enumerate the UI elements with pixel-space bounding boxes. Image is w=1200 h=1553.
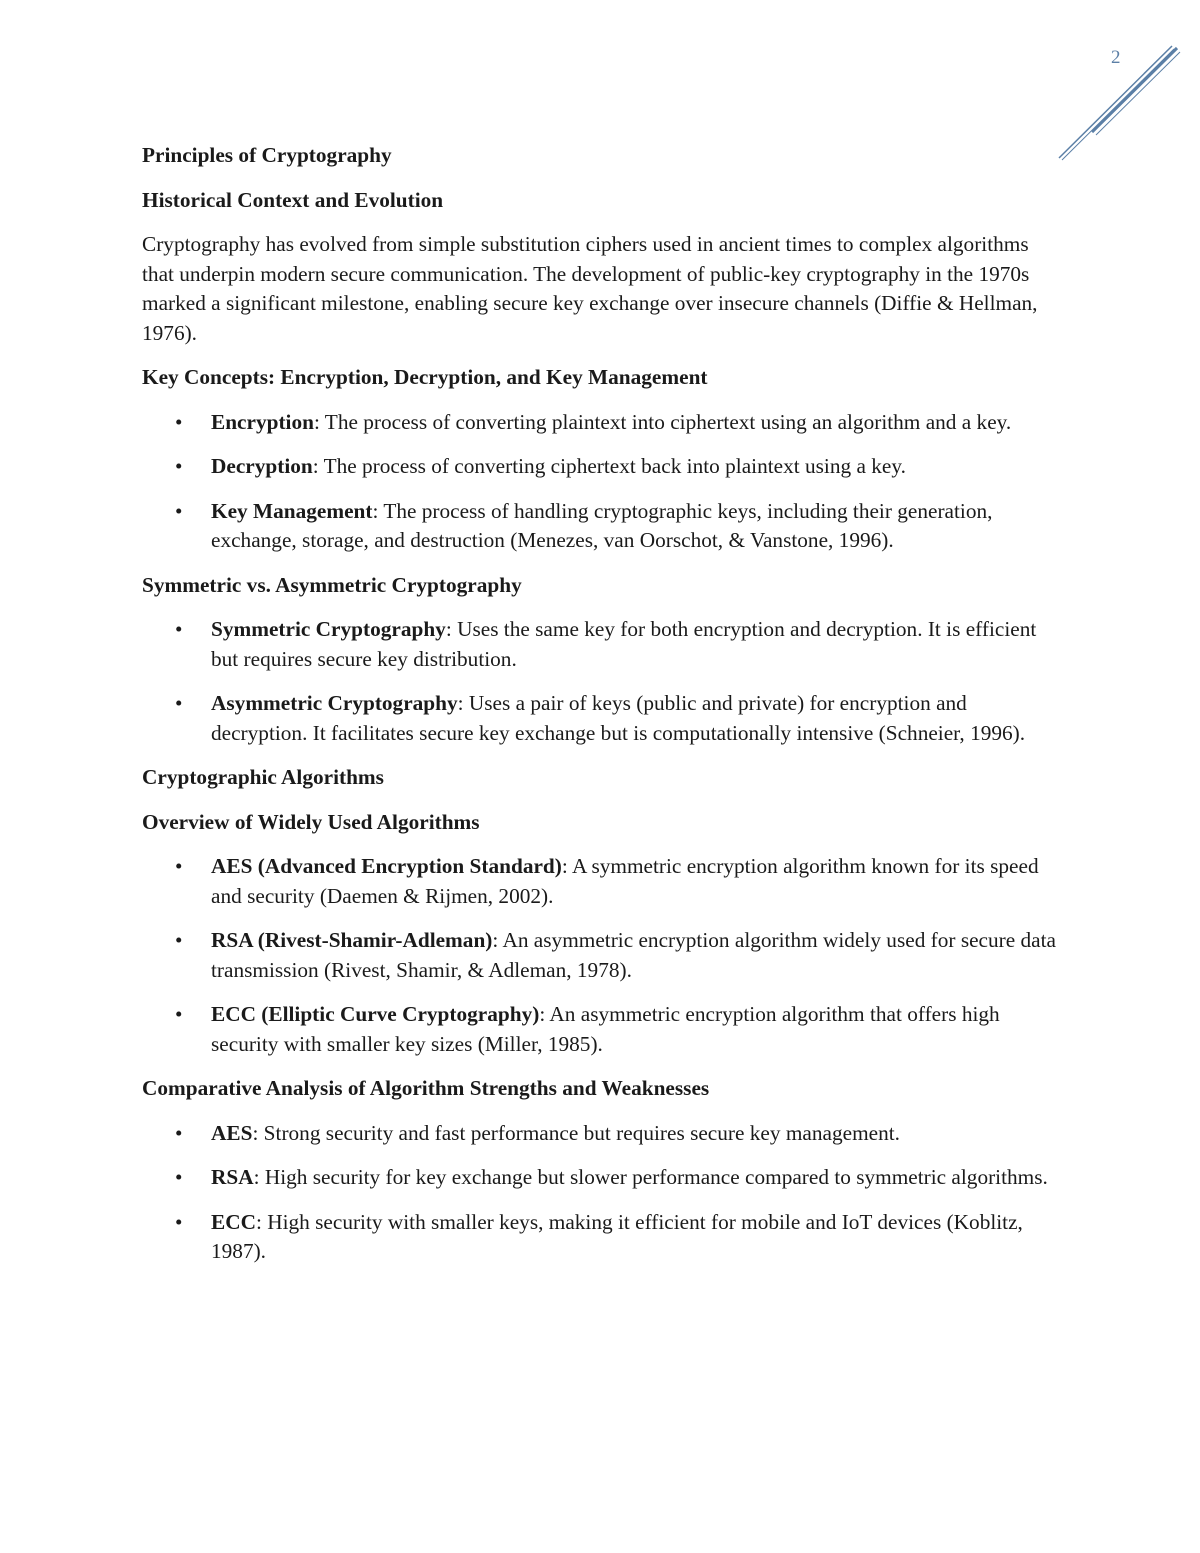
list-item-text: : Uses a pair of keys (public and private) for encryption and decryption. It facilitates secure key exchange but is computationally intensive (Schneier, 1996). (211, 691, 1026, 745)
list-item-text: : High security with smaller keys, making it efficient for mobile and IoT devices (Koblitz, 1987). (211, 1209, 1023, 1263)
list-item-text: : An asymmetric encryption algorithm that offers high security with smaller key sizes (Miller, 1985). (211, 1002, 1000, 1056)
list-item-text: : Strong security and fast performance but requires secure key management. (252, 1120, 900, 1145)
bullet-icon: • (175, 617, 183, 641)
bullet-icon: • (175, 454, 183, 478)
list-item-text: : The process of converting ciphertext back into plaintext using a key. (312, 454, 906, 478)
list-item (142, 1119, 1062, 1149)
bullet-icon: • (175, 1002, 183, 1026)
list-item-term: AES (211, 1120, 253, 1145)
list-item-term: Symmetric Cryptography (211, 617, 446, 641)
symmetric-asymmetric-list (142, 615, 1062, 748)
widely-used-algorithms-list (142, 852, 1062, 1059)
bullet-icon: • (175, 1165, 183, 1189)
section-heading-cryptographic-algorithms: Cryptographic Algorithms (142, 765, 384, 789)
list-item-text: : Uses the same key for both encryption and decryption. It is efficient but requires secure key distribution. (211, 617, 1037, 671)
list-item (142, 852, 1062, 911)
section-heading-key-concepts: Key Concepts: Encryption, Decryption, and Key Management (142, 365, 708, 389)
section-heading-overview-algorithms: Overview of Widely Used Algorithms (142, 809, 480, 834)
list-item (142, 1163, 1062, 1193)
list-item-term: ECC (Elliptic Curve Cryptography) (211, 1002, 540, 1026)
page-number: 2 (1111, 47, 1121, 68)
list-item (142, 497, 1062, 556)
bullet-icon: • (175, 409, 183, 434)
list-item-text: : The process of converting plaintext into ciphertext using an algorithm and a key. (313, 409, 1012, 434)
list-item-text: : High security for key exchange but slower performance compared to symmetric algorithms. (253, 1165, 1048, 1189)
list-item-term: RSA (211, 1165, 254, 1189)
list-item (142, 926, 1062, 985)
list-item (142, 408, 1062, 438)
list-item-text: : The process of handling cryptographic keys, including their generation, exchange, storage, and destruction (Menezes, van Oorschot, & Vanstone, 1996). (211, 498, 993, 552)
comparative-analysis-list (142, 1119, 1062, 1267)
list-item (142, 452, 1062, 482)
section-heading-comparative-analysis: Comparative Analysis of Algorithm Strengths and Weaknesses (142, 1076, 710, 1100)
list-item-term: RSA (Rivest-Shamir-Adleman) (211, 928, 493, 952)
section-paragraph-historical-context: Cryptography has evolved from simple substitution ciphers used in ancient times to complex algorithms that underpin modern secure communication. The development of public-key cryptography in the 1970s marked a significant milestone, enabling secure key exchange over insecure channels (Diffie & Hellman, 1976). (142, 232, 1038, 345)
list-item (142, 1208, 1062, 1267)
list-item (142, 1000, 1062, 1059)
list-item (142, 689, 1062, 748)
list-item-text: : A symmetric encryption algorithm known for its speed and security (Daemen & Rijmen, 2002). (211, 854, 1039, 908)
list-item-text: : An asymmetric encryption algorithm widely used for secure data transmission (Rivest, Shamir, & Adleman, 1978). (211, 928, 1056, 982)
document-title: Principles of Cryptography (142, 143, 392, 167)
bullet-icon: • (175, 498, 183, 523)
bullet-icon: • (175, 691, 183, 715)
list-item-term: ECC (211, 1209, 256, 1234)
list-item-term: AES (Advanced Encryption Standard) (211, 854, 562, 878)
list-item-term: Asymmetric Cryptography (211, 691, 458, 715)
section-heading-symmetric-vs-asymmetric: Symmetric vs. Asymmetric Cryptography (142, 572, 522, 597)
list-item-term: Encryption (211, 409, 314, 434)
list-item (142, 615, 1062, 674)
bullet-icon: • (175, 854, 183, 878)
section-heading-historical-context: Historical Context and Evolution (142, 187, 444, 212)
corner-pen-decoration (1052, 40, 1182, 165)
bullet-icon: • (175, 1209, 183, 1234)
list-item-term: Decryption (211, 454, 313, 478)
bullet-icon: • (175, 1120, 183, 1145)
list-item-term: Key Management (211, 498, 373, 523)
key-concepts-list (142, 408, 1062, 556)
document-body (142, 141, 1062, 1282)
bullet-icon: • (175, 928, 183, 952)
